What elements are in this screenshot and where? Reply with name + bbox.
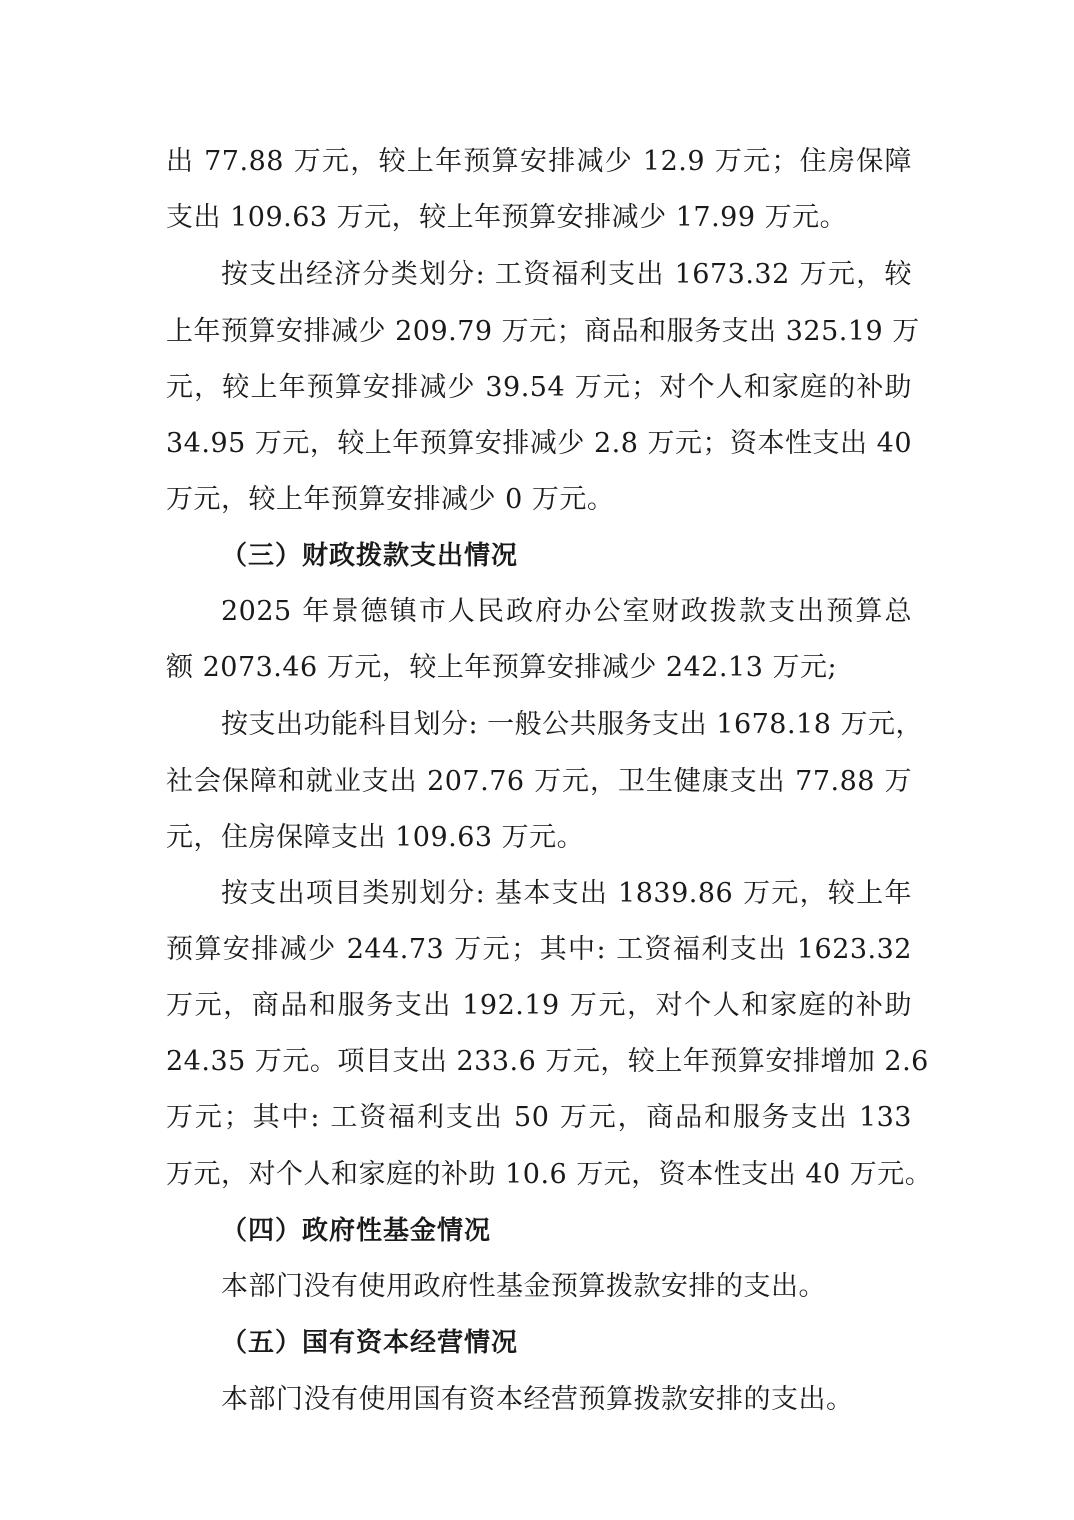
paragraph-line: 元，较上年预算安排减少 39.54 万元；对个人和家庭的补助: [166, 372, 912, 403]
paragraph-line: 万元，对个人和家庭的补助 10.6 万元，资本性支出 40 万元。: [166, 1159, 933, 1190]
section-heading-3: （三）财政拨款支出情况: [221, 541, 519, 571]
paragraph-line: 按支出项目类别划分: 基本支出 1839.86 万元，较上年: [221, 878, 912, 909]
paragraph-line: 万元，较上年预算安排减少 0 万元。: [166, 484, 615, 515]
paragraph-line: 上年预算安排减少 209.79 万元；商品和服务支出 325.19 万: [166, 316, 920, 347]
paragraph-line: 本部门没有使用国有资本经营预算拨款安排的支出。: [221, 1384, 854, 1415]
paragraph-line: 24.35 万元。项目支出 233.6 万元，较上年预算安排增加 2.6: [166, 1046, 929, 1077]
section-heading-4: （四）政府性基金情况: [221, 1216, 492, 1246]
paragraph-line: 34.95 万元，较上年预算安排减少 2.8 万元；资本性支出 40: [166, 428, 912, 459]
paragraph-line: 元，住房保障支出 109.63 万元。: [166, 822, 585, 853]
paragraph-line: 万元，商品和服务支出 192.19 万元，对个人和家庭的补助: [166, 990, 912, 1021]
paragraph-line: 按支出功能科目划分: 一般公共服务支出 1678.18 万元，: [221, 709, 923, 740]
paragraph-line: 社会保障和就业支出 207.76 万元，卫生健康支出 77.88 万: [166, 766, 912, 797]
section-heading-5: （五）国有资本经营情况: [221, 1328, 519, 1358]
paragraph-line: 预算安排减少 244.73 万元；其中: 工资福利支出 1623.32: [166, 934, 912, 965]
paragraph-line: 2025 年景德镇市人民政府办公室财政拨款支出预算总: [221, 596, 912, 627]
paragraph-line: 出 77.88 万元，较上年预算安排减少 12.9 万元；住房保障: [166, 146, 912, 177]
paragraph-line: 万元；其中: 工资福利支出 50 万元，商品和服务支出 133: [166, 1102, 912, 1133]
paragraph-line: 本部门没有使用政府性基金预算拨款安排的支出。: [221, 1271, 826, 1302]
paragraph-line: 支出 109.63 万元，较上年预算安排减少 17.99 万元。: [166, 202, 848, 233]
paragraph-line: 按支出经济分类划分: 工资福利支出 1673.32 万元，较: [221, 259, 912, 290]
paragraph-line: 额 2073.46 万元，较上年预算安排减少 242.13 万元;: [166, 652, 838, 683]
